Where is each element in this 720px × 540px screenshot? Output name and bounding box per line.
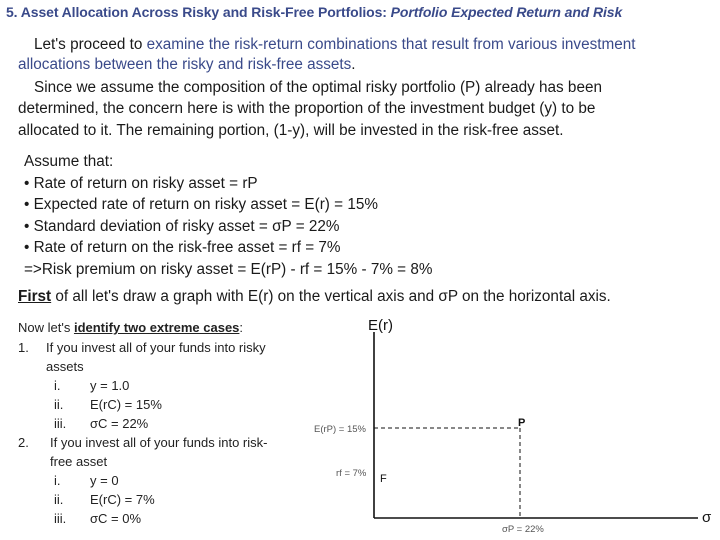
case-2-text: If you invest all of your funds into risk- — [50, 435, 268, 450]
case-2-i-num: i. — [54, 473, 61, 488]
y-tick-risky-return: E(rP) = 15% — [314, 424, 367, 435]
case-2-iii: σC = 0% — [90, 511, 142, 526]
case-1-iii: σC = 22% — [90, 416, 149, 431]
assume-bullet-1: • Rate of return on risky asset = rP — [24, 175, 258, 192]
assume-bullet-2: • Expected rate of return on risky asset = E(r) = 15% — [24, 196, 378, 213]
point-p-label: P — [518, 417, 526, 429]
intro-line-5: allocated to it. The remaining portion, (1-y), will be invested in the risk-free asset. — [18, 122, 564, 139]
first-line: First of all let's draw a graph with E(r) on the vertical axis and σP on the horizontal axis. — [18, 288, 611, 305]
intro-line-2: allocations between the risky and risk-free assets. — [18, 56, 356, 73]
assume-bullet-4: • Rate of return on the risk-free asset = rf = 7% — [24, 239, 341, 256]
intro-line-4: determined, the concern here is with the proportion of the investment budget (y) to be — [18, 100, 596, 117]
case-1-ii-num: ii. — [54, 397, 64, 412]
case-1-text-cont: assets — [46, 359, 84, 374]
case-1-i-num: i. — [54, 378, 61, 393]
case-1-ii: E(rC) = 15% — [90, 397, 162, 412]
intro-line-1: Let's proceed to examine the risk-return combinations that result from various investment — [34, 36, 636, 53]
y-axis-label: E(r) — [368, 317, 393, 334]
assume-header: Assume that: — [24, 153, 114, 170]
case-2-i: y = 0 — [90, 473, 119, 488]
case-2-iii-num: iii. — [54, 511, 67, 526]
case-1-i: y = 1.0 — [90, 378, 130, 393]
assume-bullet-3: • Standard deviation of risky asset = σP = 22% — [24, 218, 340, 235]
case-2-text-cont: free asset — [50, 454, 108, 469]
case-2-ii: E(rC) = 7% — [90, 492, 155, 507]
cases-lead: Now let's identify two extreme cases: — [18, 320, 244, 335]
y-tick-risk-free-rate: rf = 7% — [336, 468, 367, 479]
risk-premium-line: =>Risk premium on risky asset = E(rP) - rf = 15% - 7% = 8% — [24, 261, 433, 278]
x-tick-risky-sd: σP = 22% — [502, 524, 544, 535]
case-1-number: 1. — [18, 340, 29, 355]
case-1-text: If you invest all of your funds into risky — [46, 340, 266, 355]
slide-title: 5. Asset Allocation Across Risky and Risk-Free Portfolios: Portfolio Expected Return and Risk — [6, 4, 623, 20]
point-f-label: F — [380, 473, 387, 485]
risk-return-graph — [300, 310, 720, 540]
case-1-iii-num: iii. — [54, 416, 67, 431]
x-axis-label: σ — [702, 509, 712, 526]
case-2-ii-num: ii. — [54, 492, 64, 507]
intro-line-3: Since we assume the composition of the optimal risky portfolio (P) already has been — [34, 79, 602, 96]
case-2-number: 2. — [18, 435, 29, 450]
